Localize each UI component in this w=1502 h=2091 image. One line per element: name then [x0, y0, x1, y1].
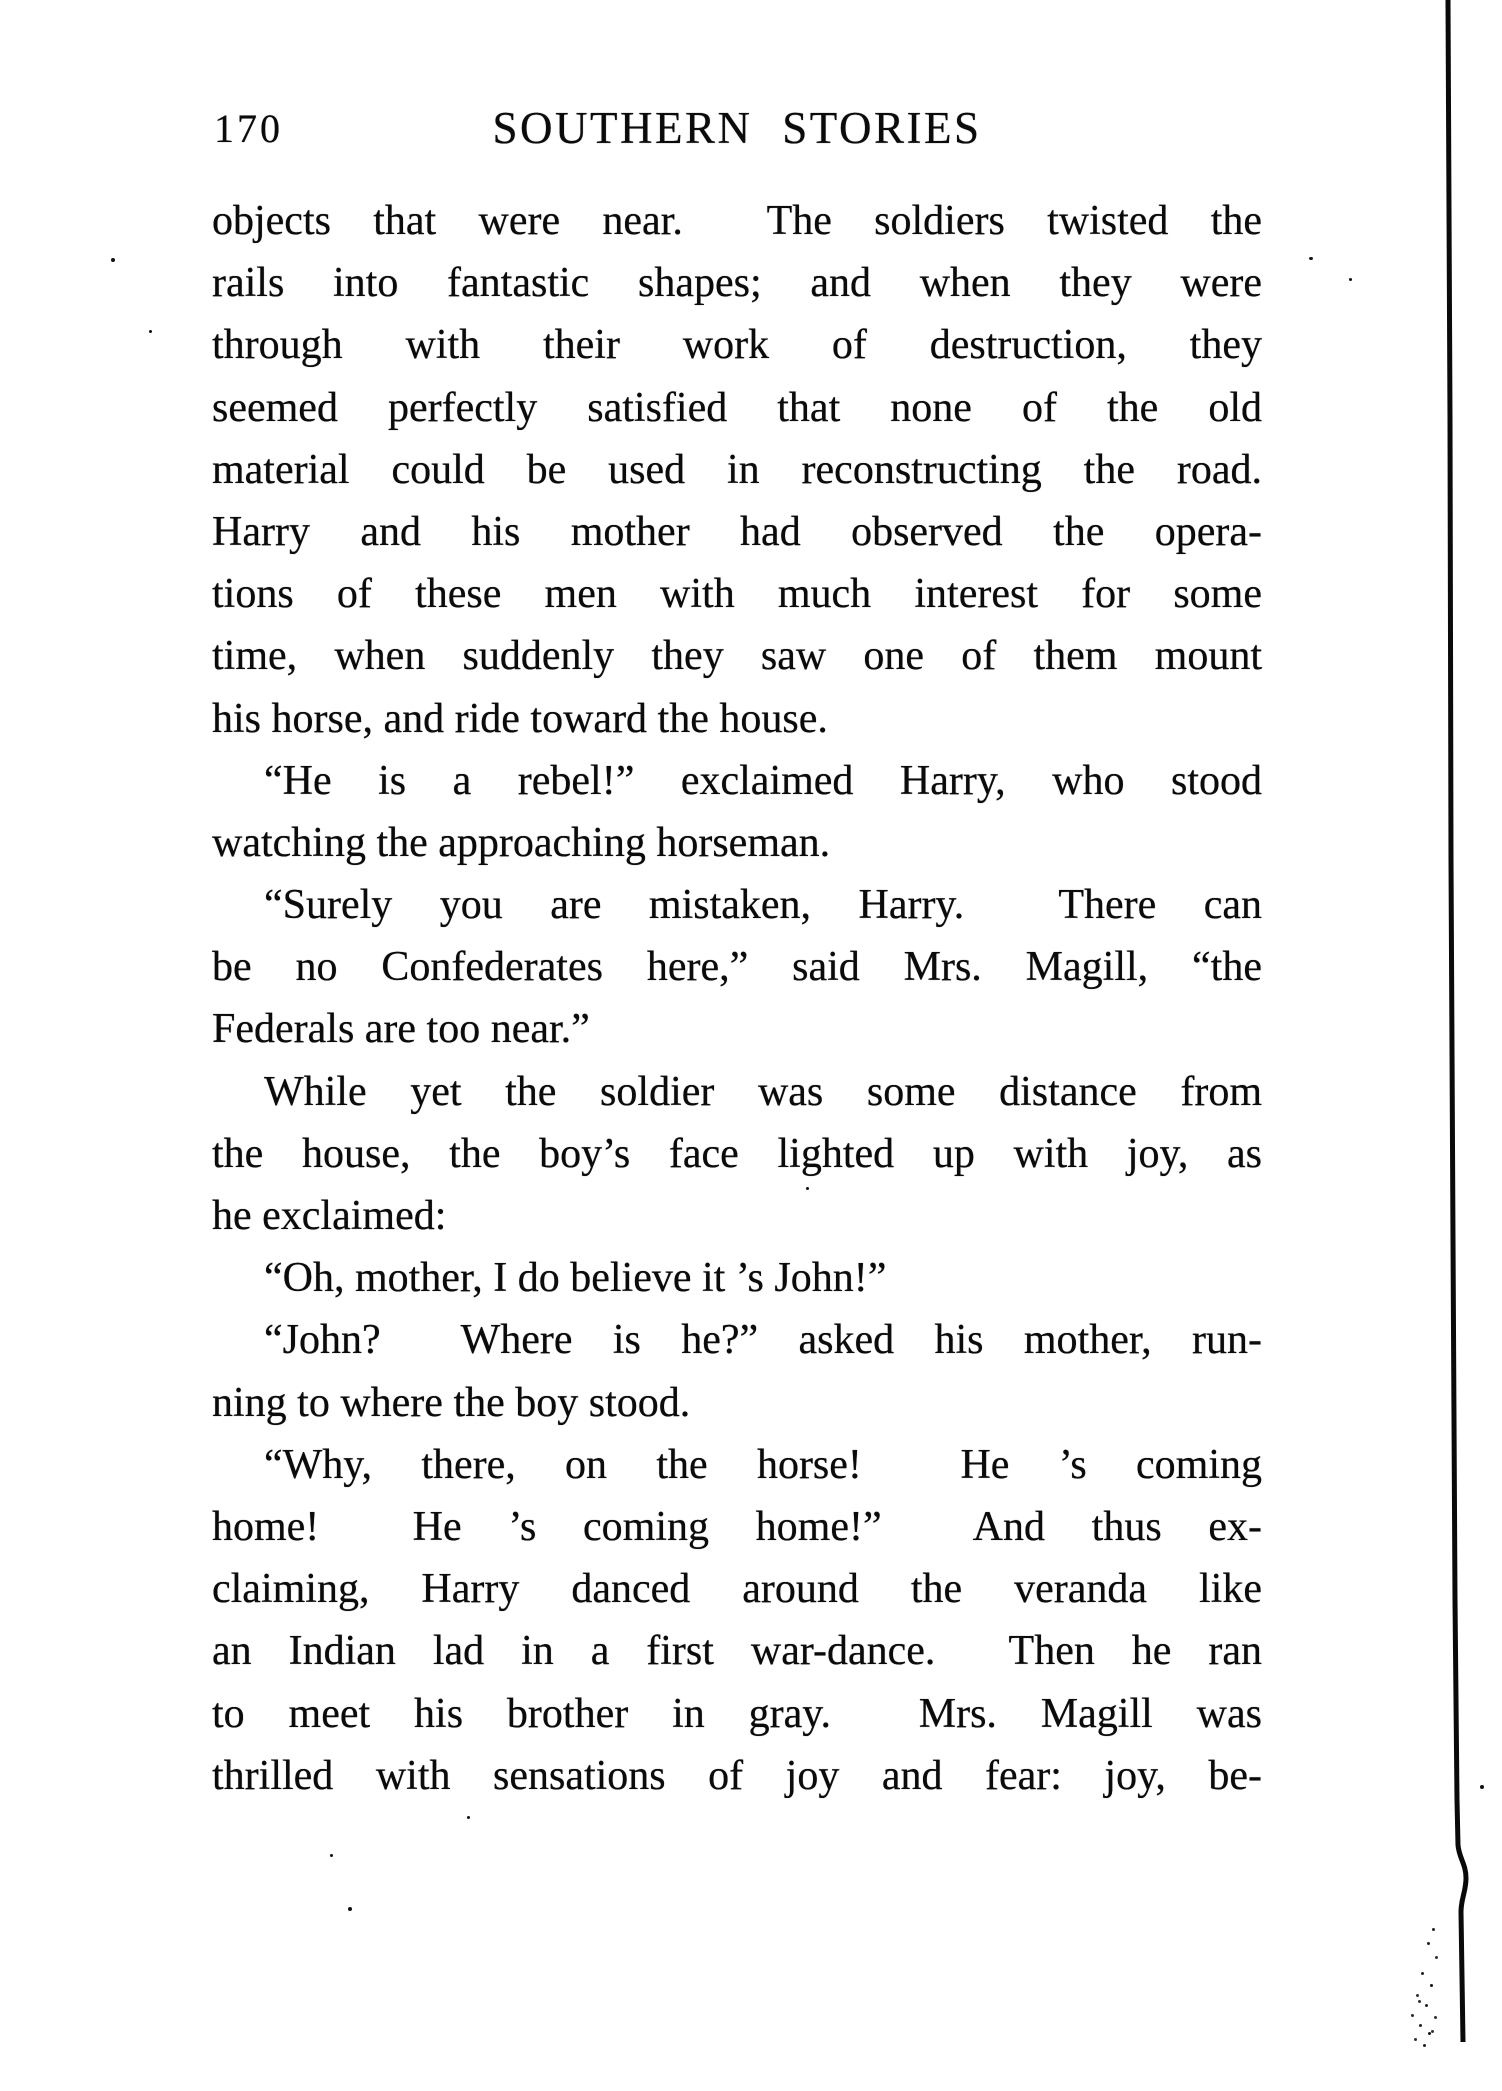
scan-speck [467, 1816, 470, 1819]
running-title: SOUTHERN STORIES [492, 103, 982, 153]
text-line: be no Confederates here,” said Mrs. Magill, “the [212, 944, 1262, 991]
text-line: the house, the boy’s face lighted up with joy, as [212, 1130, 1262, 1177]
text-line: thrilled with sensations of joy and fear: joy, be- [212, 1752, 1262, 1799]
text-line: home! He ’s coming home!” And thus ex- [212, 1503, 1262, 1550]
scan-speck [330, 1854, 333, 1857]
text-line: material could be used in reconstructing the road. [212, 446, 1262, 493]
page-number: 170 [214, 106, 283, 151]
scan-speck [1480, 1785, 1484, 1789]
page-header [212, 92, 1262, 160]
text-line: “Surely you are mistaken, Harry. There can [264, 882, 1262, 929]
text-line: his horse, and ride toward the house. [212, 695, 828, 742]
text-line: rails into fantastic shapes; and when they were [212, 260, 1262, 307]
text-line: Federals are too near.” [212, 1006, 590, 1053]
text-line: While yet the soldier was some distance from [264, 1068, 1262, 1115]
scan-speck [149, 330, 152, 333]
text-line: tions of these men with much interest for some [212, 571, 1262, 618]
body-text [212, 190, 1262, 1807]
text-line: “Why, there, on the horse! He ’s coming [264, 1441, 1262, 1488]
text-line: through with their work of destruction, they [212, 322, 1262, 369]
scan-speck [1309, 257, 1313, 260]
scan-speck-cluster [1432, 1928, 1435, 1931]
text-line: “John? Where is he?” asked his mother, run- [264, 1317, 1262, 1364]
text-line: claiming, Harry danced around the veranda like [212, 1566, 1262, 1613]
text-line: to meet his brother in gray. Mrs. Magill was [212, 1690, 1262, 1737]
text-line: “He is a rebel!” exclaimed Harry, who stood [264, 757, 1262, 804]
scan-speck [806, 1187, 809, 1190]
text-line: seemed perfectly satisfied that none of the old [212, 384, 1262, 431]
scan-speck [1349, 278, 1352, 281]
text-line: objects that were near. The soldiers twisted the [212, 198, 1262, 244]
scan-speck [348, 1907, 352, 1911]
text-line: he exclaimed: [212, 1193, 447, 1239]
text-line: Harry and his mother had observed the opera- [212, 508, 1262, 555]
text-line: “Oh, mother, I do believe it ’s John!” [264, 1255, 887, 1302]
text-line: ning to where the boy stood. [212, 1379, 691, 1426]
text-line: watching the approaching horseman. [212, 819, 831, 866]
text-line: an Indian lad in a first war-dance. Then he ran [212, 1628, 1262, 1675]
scan-speck [111, 258, 115, 262]
text-line: time, when suddenly they saw one of them mount [212, 633, 1262, 680]
